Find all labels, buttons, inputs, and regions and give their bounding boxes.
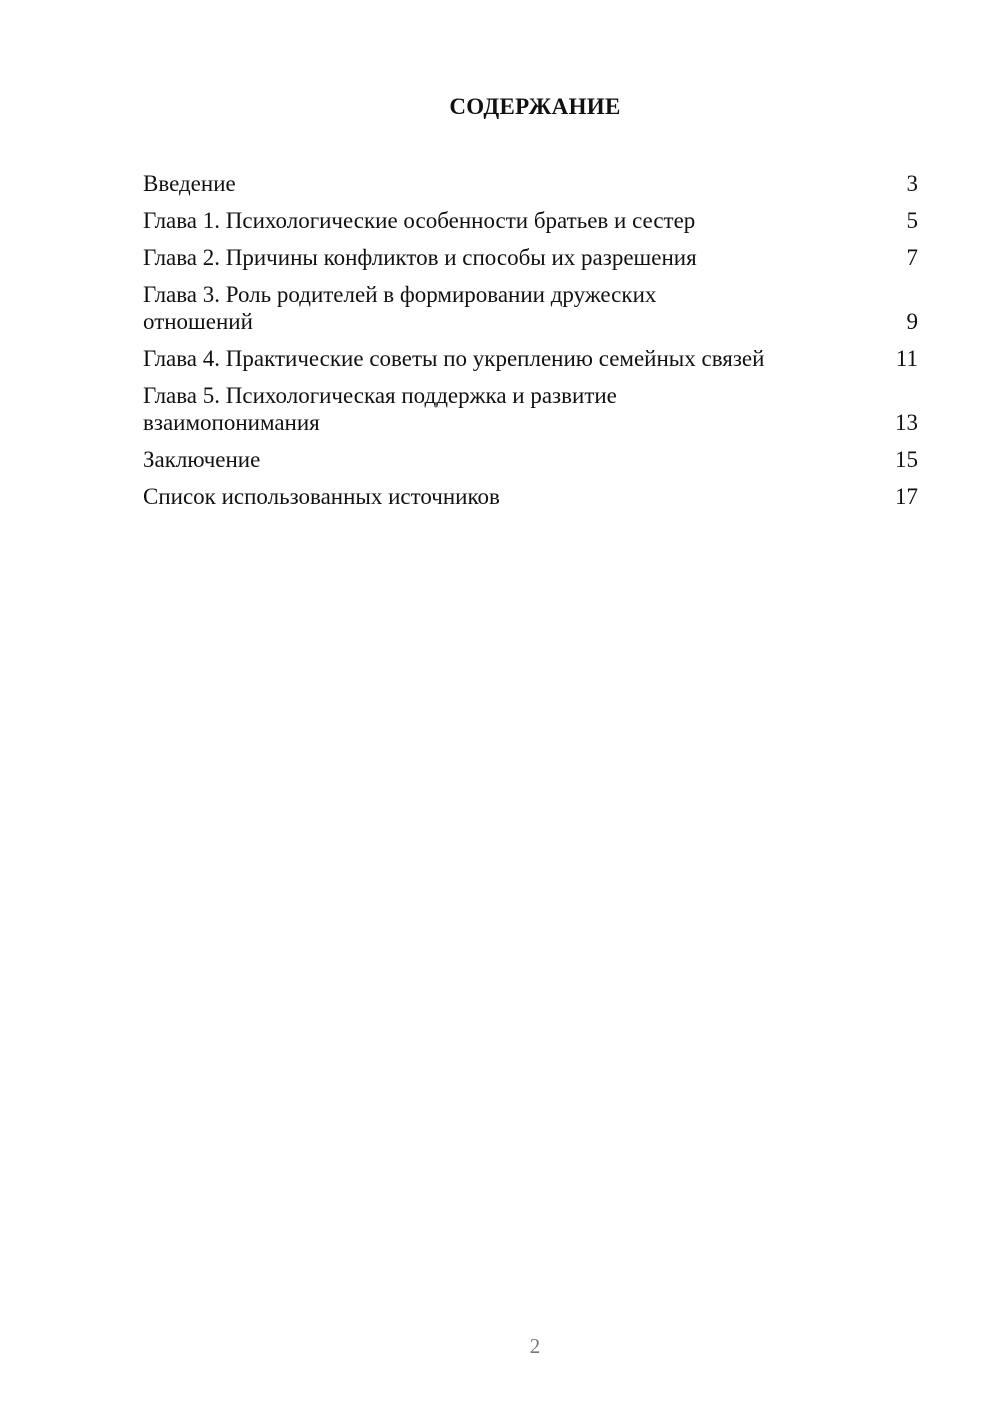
toc-item-page: 15 (895, 447, 918, 472)
toc-item-chapter-5 (143, 382, 918, 436)
toc-item-chapter-4 (143, 345, 918, 372)
toc-item-title: Глава 4. Практические советы по укреплению семейных связей (143, 346, 765, 371)
toc-item-title: Глава 2. Причины конфликтов и способы их разрешения (143, 245, 697, 270)
toc-item-page: 9 (906, 309, 918, 334)
toc-item-page: 7 (906, 245, 918, 270)
toc-item-chapter-2 (143, 244, 918, 271)
toc-item-conclusion (143, 446, 918, 473)
page-number: 2 (529, 1334, 541, 1358)
table-of-contents (143, 170, 918, 520)
toc-item-title: Введение (143, 171, 236, 196)
toc-item-title: Глава 5. Психологическая поддержка и развитие взаимопонимания (143, 383, 617, 435)
toc-heading: СОДЕРЖАНИЕ (449, 94, 621, 119)
toc-item-introduction (143, 170, 918, 197)
toc-item-page: 17 (895, 484, 918, 509)
toc-item-title: Глава 1. Психологические особенности братьев и сестер (143, 208, 696, 233)
toc-item-chapter-1 (143, 207, 918, 234)
toc-item-chapter-3 (143, 281, 918, 335)
toc-item-page: 3 (906, 171, 918, 196)
toc-item-page: 13 (895, 410, 918, 435)
toc-item-title: Заключение (143, 447, 261, 472)
toc-item-title: Глава 3. Роль родителей в формировании дружеских отношений (143, 282, 657, 334)
toc-item-page: 11 (895, 346, 918, 371)
toc-item-page: 5 (906, 208, 918, 233)
toc-item-title: Список использованных источников (143, 484, 500, 509)
toc-item-references (143, 483, 918, 510)
